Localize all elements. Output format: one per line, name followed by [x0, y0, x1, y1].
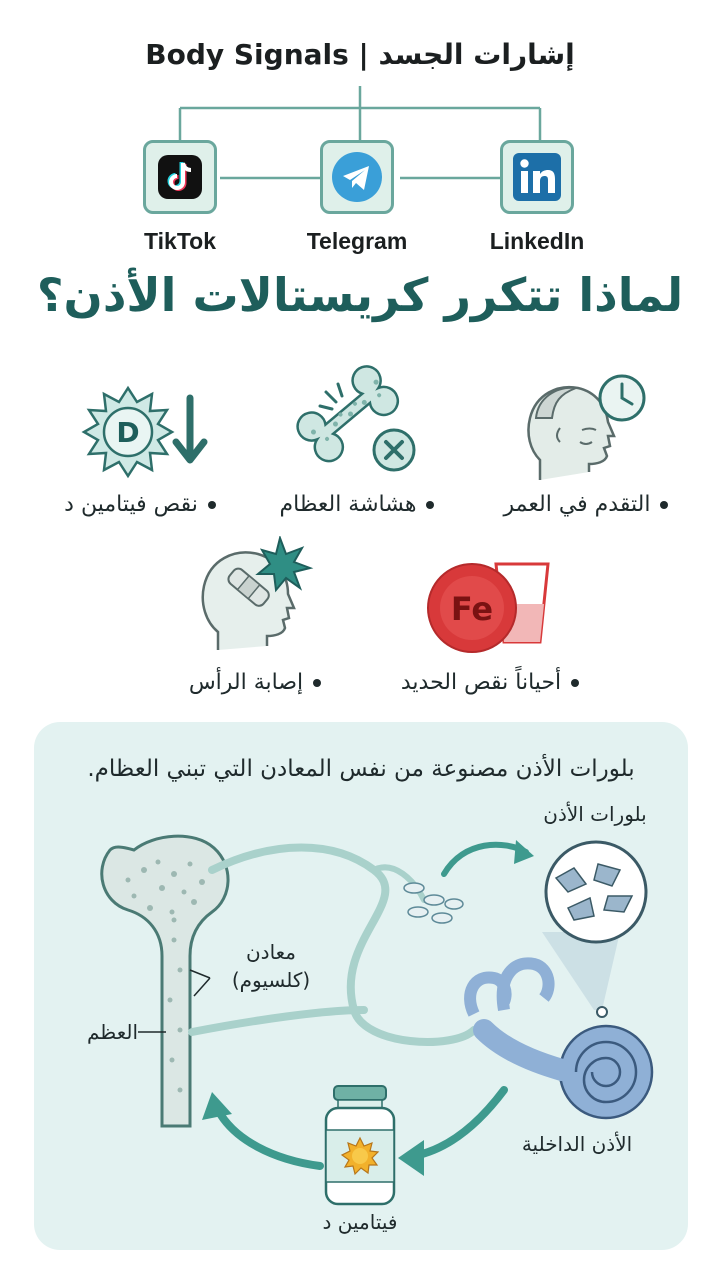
bullet-dot [313, 679, 321, 687]
label-vitamin-d: فيتامين د [322, 1210, 398, 1234]
network-label-telegram: Telegram [306, 228, 408, 254]
svg-text:Fe: Fe [450, 590, 494, 628]
tiktok-logo-icon [156, 153, 204, 201]
network-label-tiktok: TikTok [144, 228, 216, 254]
tiktok-link[interactable] [143, 140, 217, 214]
linkedin-link[interactable] [500, 140, 574, 214]
label-calcium: (كلسيوم) [231, 968, 311, 992]
elderly-head-clock-icon [520, 368, 650, 488]
label-ear-crystals: بلورات الأذن [543, 802, 647, 826]
vitamin-d-sun-down-arrow-icon [80, 376, 220, 486]
label-inner-ear: الأذن الداخلية [521, 1132, 633, 1156]
fragile-bone-icon [296, 362, 426, 487]
vitamin-d-bottle-icon [326, 1086, 394, 1204]
headline: لماذا تتكرر كريستالات الأذن؟ [36, 268, 684, 322]
telegram-logo-icon [330, 150, 384, 204]
svg-text:D: D [116, 416, 140, 449]
cause-bone-fragility-label: هشاشة العظام [252, 492, 462, 517]
bullet-dot [571, 679, 579, 687]
iron-blood-cell-icon [426, 558, 556, 658]
bullet-dot [426, 501, 434, 509]
network-label-linkedin: LinkedIn [489, 228, 585, 254]
head-injury-icon [196, 536, 316, 656]
label-minerals: معادن [245, 940, 297, 964]
cause-vitamin-d-label: نقص فيتامين د [40, 492, 240, 517]
bullet-dot [660, 501, 668, 509]
telegram-link[interactable] [320, 140, 394, 214]
cause-iron-label: أحياناً نقص الحديد [390, 670, 590, 695]
cause-head-injury-label: إصابة الرأس [170, 670, 340, 695]
page-title: Body Signals | إشارات الجسد [145, 38, 575, 71]
diagram-title: بلورات الأذن مصنوعة من نفس المعادن التي تبني العظام. [87, 756, 635, 782]
cause-aging-label: التقدم في العمر [486, 492, 686, 517]
linkedin-logo-icon [511, 151, 563, 203]
bullet-dot [208, 501, 216, 509]
label-bone: العظم [86, 1020, 138, 1044]
